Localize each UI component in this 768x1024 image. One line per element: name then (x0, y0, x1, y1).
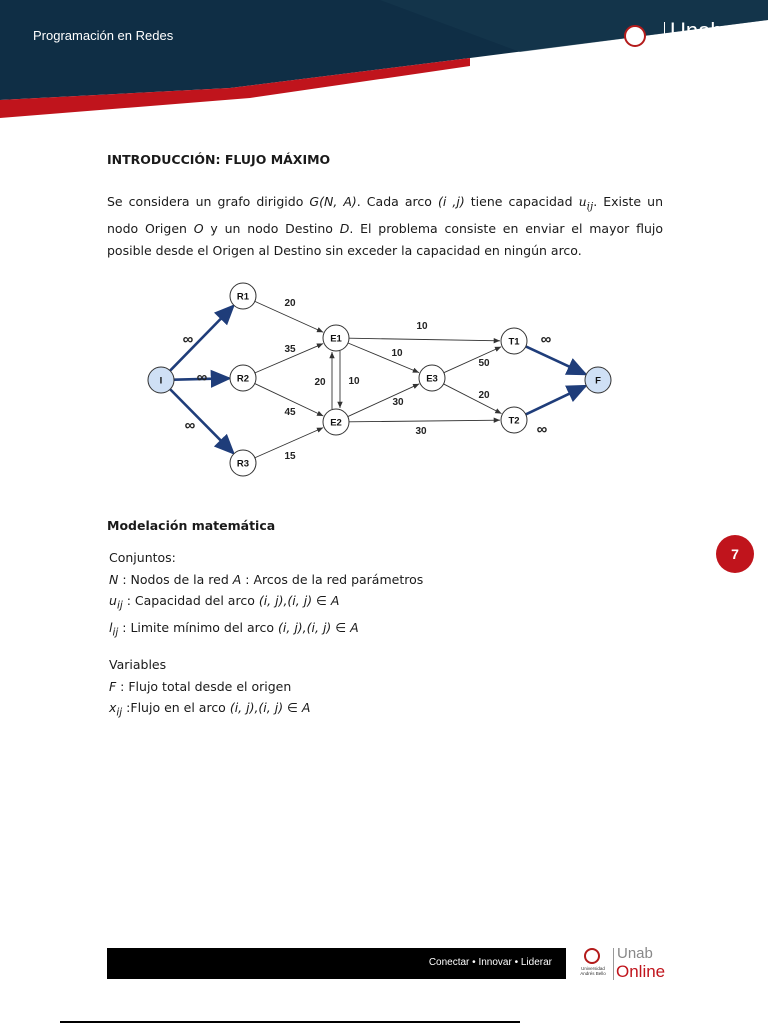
edge-label-e3-t2: 20 (478, 390, 490, 401)
line-lower-bound: $l_{ij}$ : Limite mínimo del arco (i, j),(i, j) ∈ A (109, 620, 359, 639)
edge-t1-f (526, 346, 586, 374)
footer-logo (576, 946, 676, 986)
max-flow-network-diagram (140, 278, 620, 488)
edge-e3-t1 (444, 347, 501, 373)
intro-paragraph: Se considera un grafo dirigido G(N, A). Cada arco (i ,j) tiene capacidad $u_{ij}$. Existe un nodo Origen O y un nodo Destino D. El problema consiste en enviar el mayor flujo posible desde el Origen al Destino sin exceder la capacidad en ningún arco. (107, 194, 663, 258)
edge-label-e1-t1: 10 (416, 321, 428, 332)
line-capacity: $u_{ij}$ : Capacidad del arco (i, j),(i, j) ∈ A (109, 593, 340, 612)
node-label-e1: E1 (330, 333, 342, 345)
footer-logo-unab: Unab (617, 945, 653, 962)
page-header (0, 0, 768, 120)
edge-label-r3-e2: 15 (284, 451, 296, 462)
intro-title: INTRODUCCIÓN: FLUJO MÁXIMO (107, 152, 331, 167)
logo-online: Online (669, 42, 747, 70)
edge-e2-t2 (349, 420, 500, 422)
footer-seal-icon (584, 948, 600, 964)
edge-i-r1 (170, 306, 233, 371)
modelacion-title: Modelación matemática (107, 518, 276, 533)
conjuntos-heading: Conjuntos: (109, 550, 176, 565)
logo-divider (664, 22, 665, 68)
line-total-flow: F : Flujo total desde el origen (109, 678, 292, 694)
edge-label-e1-e3: 10 (391, 348, 403, 359)
university-seal-icon (624, 25, 646, 47)
node-label-r2: R2 (236, 373, 250, 385)
conjuntos-block (109, 547, 423, 644)
node-label-t1: T1 (508, 336, 520, 348)
footer-slogan: Conectar • Innovar • Liderar (428, 957, 552, 968)
edge-i-r3 (170, 389, 233, 453)
edge-label-r2-e1: 35 (284, 344, 296, 355)
edge-label-t1-f: ∞ (540, 331, 552, 348)
node-label-f: F (595, 375, 601, 387)
node-label-e3: E3 (426, 373, 438, 385)
page-number-badge: 7 (716, 535, 754, 573)
node-label-i: I (159, 375, 163, 387)
seal-caption: Universidad Andrés Bello (617, 51, 655, 65)
node-label-r1: R1 (236, 291, 250, 303)
node-label-t2: T2 (508, 415, 520, 427)
footer-logo-divider (613, 948, 614, 980)
edge-label-e2-e3: 30 (392, 397, 404, 408)
edge-e2-e3 (348, 384, 419, 417)
bottom-rule (60, 1021, 520, 1023)
footer-bar (107, 948, 566, 979)
footer-seal-caption: Universidad Andrés Bello (580, 966, 606, 976)
edge-label-t2-f: ∞ (536, 421, 548, 438)
variables-heading: Variables (109, 657, 167, 672)
edge-label-r2-e2: 45 (284, 407, 296, 418)
edge-t2-f (526, 386, 586, 414)
line-arc-flow: $x_{ij}$ :Flujo en el arco (i, j),(i, j) ∈ A (109, 700, 311, 719)
unab-online-logo (612, 20, 752, 76)
edge-e3-t2 (444, 384, 502, 414)
edge-label-i-r2: ∞ (196, 369, 208, 386)
logo-unab: Unab (670, 18, 723, 43)
edge-label-i-r3: ∞ (184, 417, 196, 434)
edge-label-e1-e2: 10 (348, 376, 360, 387)
edge-label-e2-t2: 30 (415, 426, 427, 437)
course-title: Programación en Redes (33, 28, 174, 43)
edge-label-e2-e1: 20 (314, 377, 326, 388)
edge-e1-e3 (348, 343, 419, 373)
variables-block (109, 654, 310, 724)
edge-label-r1-e1: 20 (284, 298, 296, 309)
line-nodes-arcs: N : Nodos de la red A : Arcos de la red parámetros (109, 571, 424, 587)
edge-label-e3-t1: 50 (478, 358, 490, 369)
footer-logo-online: Online (616, 962, 666, 981)
node-label-r3: R3 (236, 458, 250, 470)
edge-label-i-r1: ∞ (182, 331, 194, 348)
edge-e1-t1 (349, 338, 500, 341)
node-label-e2: E2 (330, 417, 342, 429)
